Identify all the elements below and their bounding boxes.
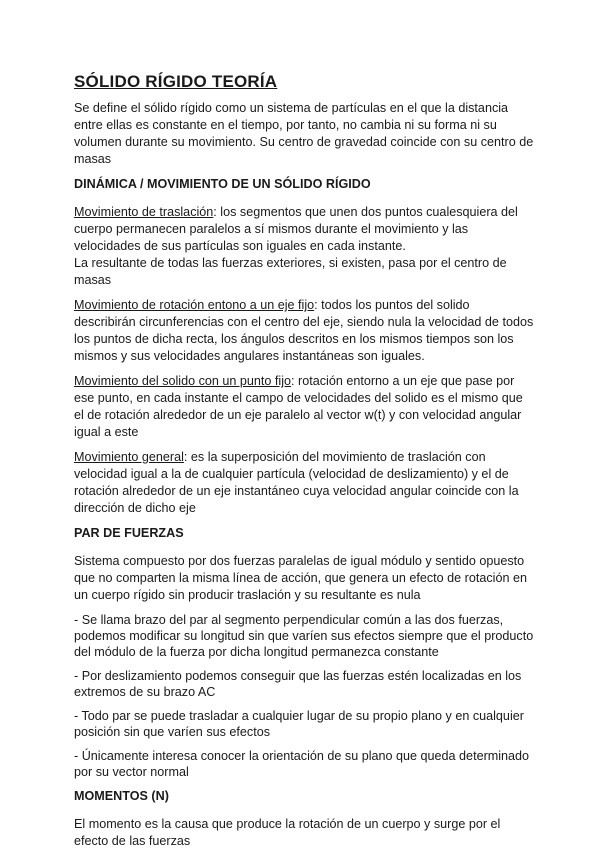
rotacion-text: : todos los puntos del solido describirán circunferencias con el centro del eje, siendo nula la velocidad de todos los puntos de dicha recta, los ángulos descritos en los mismos tiempos son los mismos y sus velocidades angulares instantáneas son iguales.	[74, 298, 534, 363]
document-title: SÓLIDO RÍGIDO TEORÍA	[74, 72, 278, 91]
traslacion-extra-paragraph: La resultante de todas las fuerzas exteriores, si existen, pasa por el centro de masas	[74, 256, 507, 287]
general-text: : es la superposición del movimiento de traslación con velocidad igual a la de cualquier partícula (velocidad de deslizamiento) y el de rotación alrededor de un eje instantáneo cuya velocidad angular coincide con la dirección de dicho eje	[74, 450, 519, 515]
general-paragraph	[74, 449, 534, 517]
par-bullet-item: - Se llama brazo del par al segmento perpendicular común a las dos fuerzas, podemos modificar su longitud sin que varíen sus efectos siempre que el producto del módulo de la fuerza por dicha longitud permanezca constante	[74, 613, 534, 659]
par-bullet-item: - Por deslizamiento podemos conseguir que las fuerzas estén localizadas en los extremos de su brazo AC	[74, 669, 522, 699]
traslacion-term: Movimiento de traslación	[74, 205, 214, 219]
section-heading-par-de-fuerzas: PAR DE FUERZAS	[74, 526, 184, 540]
punto-fijo-text: : rotación entorno a un eje que pase por ese punto, en cada instante el campo de velocidades del solido es el mismo que el de rotación alrededor de un eje paralelo al vector w(t) y con velocidad angular igual a este	[74, 374, 523, 439]
momentos-paragraph: El momento es la causa que produce la rotación de un cuerpo y surge por el efecto de las fuerzas	[74, 817, 501, 848]
intro-paragraph: Se define el sólido rígido como un sistema de partículas en el que la distancia entre ellas es constante en el tiempo, por tanto, no cambia ni su forma ni su volumen durante su movimiento. Su centro de gravedad coincide con su centro de masas	[74, 101, 534, 166]
par-bullet-item: - Todo par se puede trasladar a cualquier lugar de su propio plano y en cualquier posición sin que varíen sus efectos	[74, 709, 524, 739]
traslacion-text: : los segmentos que unen dos puntos cualesquiera del cuerpo permanecen paralelos a sí mismos durante el movimiento y las velocidades de sus partículas son iguales en cada instante.	[74, 205, 518, 253]
section-heading-dinamica: DINÁMICA / MOVIMIENTO DE UN SÓLIDO RÍGIDO	[74, 177, 371, 191]
rotacion-paragraph	[74, 297, 534, 365]
punto-fijo-term: Movimiento del solido con un punto fijo	[74, 374, 292, 388]
section-heading-momentos: MOMENTOS (N)	[74, 789, 169, 803]
punto-fijo-paragraph	[74, 373, 534, 441]
par-bullet-item: - Únicamente interesa conocer la orientación de su plano que queda determinado por su vector normal	[74, 749, 530, 779]
document-page	[74, 72, 534, 858]
general-term: Movimiento general	[74, 450, 184, 464]
par-intro-paragraph: Sistema compuesto por dos fuerzas paralelas de igual módulo y sentido opuesto que no comparten la misma línea de acción, que genera un efecto de rotación en un cuerpo rígido sin producir traslación y su resultante es nula	[74, 554, 527, 602]
rotacion-term: Movimiento de rotación entono a un eje fijo	[74, 298, 315, 312]
traslacion-paragraph	[74, 204, 534, 255]
